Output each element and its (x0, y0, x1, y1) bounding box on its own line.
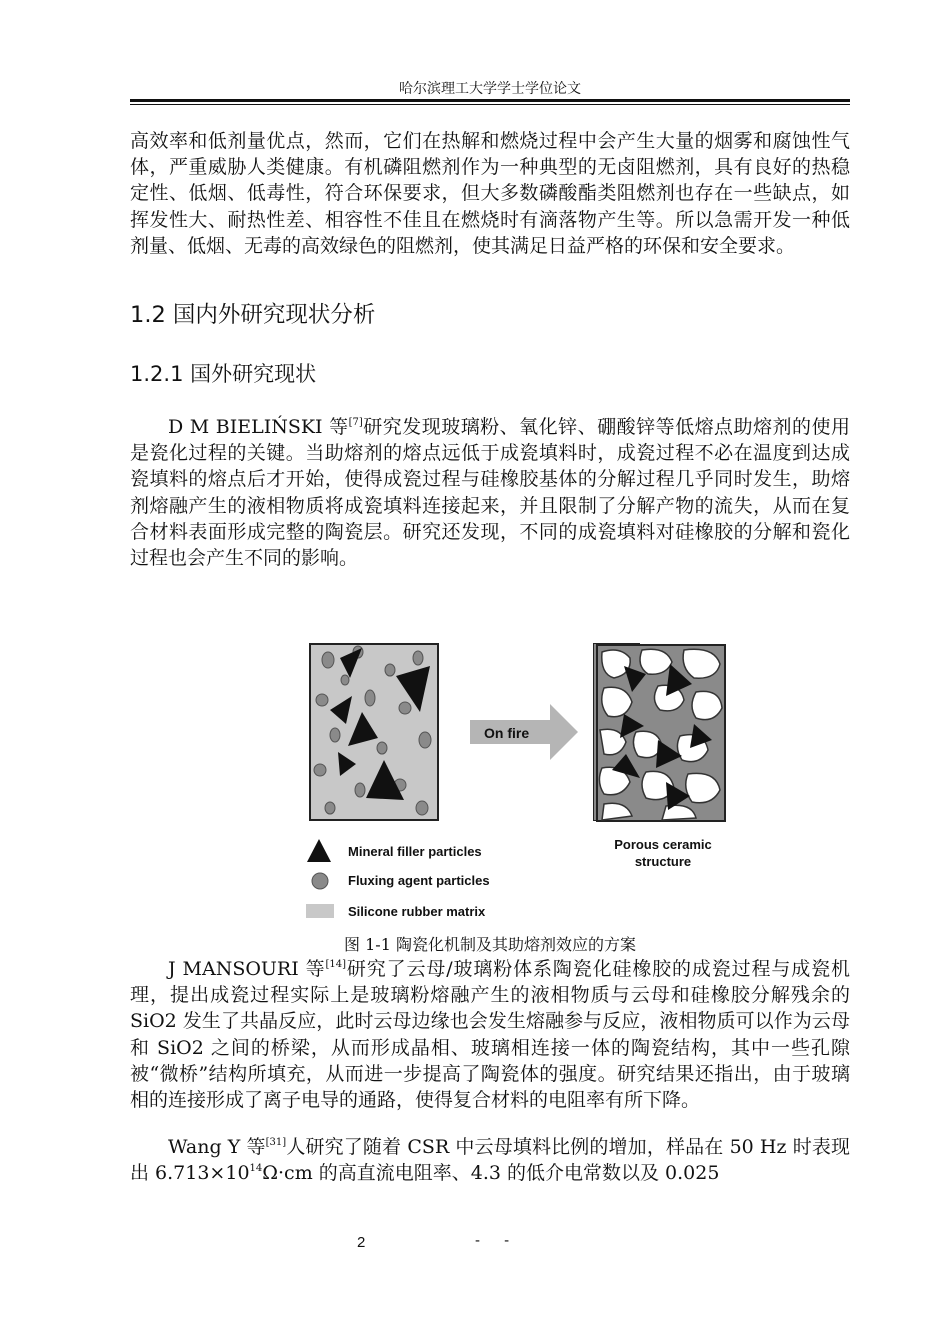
legend-label: Mineral filler particles (348, 844, 482, 859)
paragraph-bielinski (130, 414, 850, 571)
header-rule-thin (130, 104, 850, 105)
paragraph-intro: 高效率和低剂量优点，然而，它们在热解和燃烧过程中会产生大量的烟雾和腐蚀性气体，严重威胁人类健康。有机磷阻燃剂作为一种典型的无卤阻燃剂，具有良好的热稳定性、低烟、低毒性，符合环保要求，但大多数磷酸酯类阻燃剂也存在一些缺点，如挥发性大、耐热性差、相容性不佳且在燃烧时有滴落物产生等。所以急需开发一种低剂量、低烟、无毒的高效绿色的阻燃剂，使其满足日益严格的环保和安全要求。 (130, 130, 850, 257)
circle-icon (310, 871, 330, 891)
figure-legend (306, 838, 606, 924)
paragraph-mansouri (130, 956, 850, 1113)
running-header: 哈尔滨理工大学学士学位论文 (399, 81, 581, 97)
author-name: D M BIELIŃSKI 等 (168, 416, 349, 438)
exponent: 14 (249, 1163, 263, 1175)
author-name: Wang Y 等 (168, 1136, 266, 1158)
result-label-line1: Porous ceramic (614, 837, 712, 852)
footer-dashes: - - (475, 1232, 520, 1249)
result-label-line2: structure (634, 854, 692, 869)
header-rule-thick (130, 99, 850, 102)
paragraph-text-tail: Ω·cm 的高直流电阻率、4.3 的低介电常数以及 0.025 (262, 1162, 720, 1185)
legend-item-flux (306, 866, 606, 896)
figure-caption: 图 1-1 陶瓷化机制及其助熔剂效应的方案 (344, 935, 636, 954)
paragraph-wang (130, 1134, 850, 1186)
citation-ref: [7] (348, 417, 363, 428)
result-label (598, 836, 728, 870)
rectangle-icon (306, 902, 336, 920)
paragraph-text: 研究了云母/玻璃粉体系陶瓷化硅橡胶的成瓷过程与成瓷机理，提出成瓷过程实际上是玻璃粉熔融产生的液相物质与云母和硅橡胶分解残余的 SiO2 发生了共晶反应，此时云母边缘也会发生熔融参与反应，液相物质可以作为云母和 SiO2 之间的桥梁，从而形成晶相、玻璃相连接一体的陶瓷结构，其中一些孔隙被“微桥”结构所填充，从而进一步提高了陶瓷体的强度。研究结果还指出，由于玻璃相的连接形成了离子电导的通路，使得复合材料的电阻率有所下降。 (130, 958, 850, 1112)
arrow-label: On fire (484, 725, 530, 741)
legend-item-matrix (306, 896, 606, 924)
legend-label: Fluxing agent particles (348, 873, 490, 888)
section-heading-1-2: 1.2 国内外研究现状分析 (130, 302, 376, 328)
legend-item-filler (306, 838, 606, 866)
citation-ref: [31] (265, 1137, 287, 1148)
porous-ceramic-panel (596, 644, 726, 822)
citation-ref: [14] (325, 959, 347, 970)
author-name: J MANSOURI 等 (168, 958, 326, 980)
paragraph-text: 人研究了随着 CSR 中云母填料比例的增加，样品在 50 Hz 时表现出 6.713×10 (130, 1136, 850, 1185)
page-number: 2 (357, 1234, 366, 1251)
paragraph-text: 研究发现玻璃粉、氧化锌、硼酸锌等低熔点助熔剂的使用是瓷化过程的关键。当助熔剂的熔点远低于成瓷填料时，成瓷过程不必在温度到达成瓷填料的熔点后才开始，使得成瓷过程与硅橡胶基体的分解过程几乎同时发生，助熔剂熔融产生的液相物质将成瓷填料连接起来，并且限制了分解产物的流失，从而在复合材料表面形成完整的陶瓷层。研究还发现，不同的成瓷填料对硅橡胶的分解和瓷化过程也会产生不同的影响。 (130, 416, 850, 570)
triangle-icon (306, 838, 332, 864)
legend-label: Silicone rubber matrix (348, 904, 486, 919)
section-heading-1-2-1: 1.2.1 国外研究现状 (130, 362, 317, 386)
